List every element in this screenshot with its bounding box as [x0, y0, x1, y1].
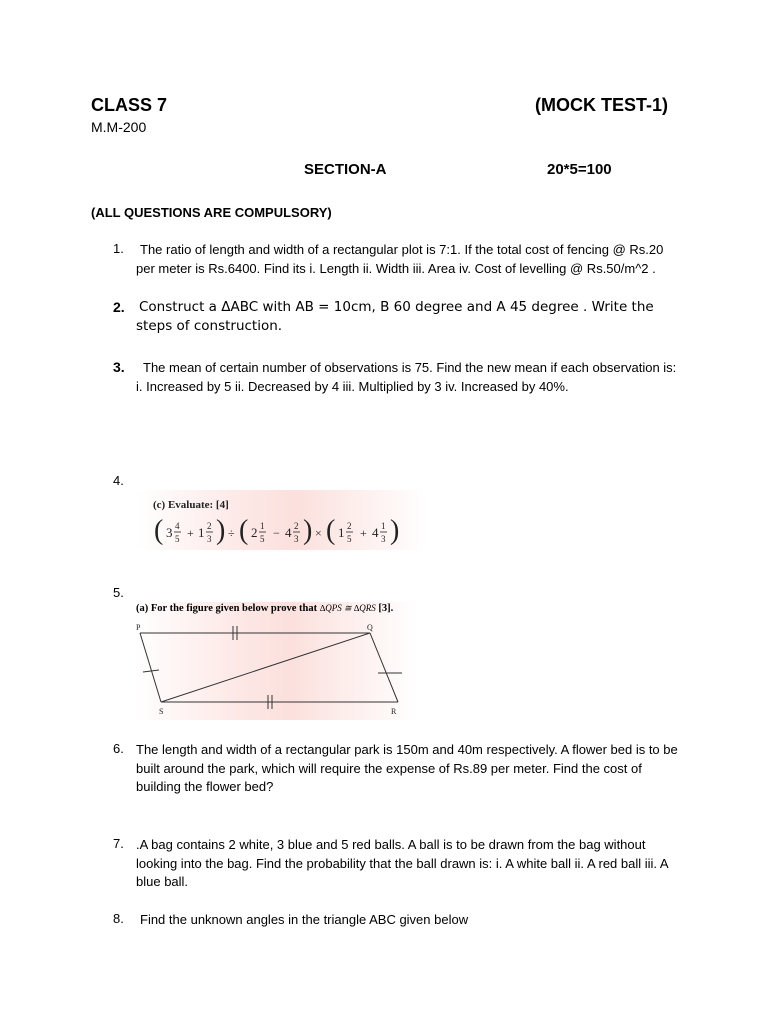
question-text: The ratio of length and width of a rectangular plot is 7:1. If the total cost of fencing @ Rs.20 per meter is Rs.6400. Find its i. Length ii. Width iii. Area iv. Cost of levelling @ Rs.50/m^2 .: [136, 242, 664, 276]
question-number: 5.: [113, 585, 124, 600]
class-label: CLASS 7: [91, 95, 168, 115]
figure-heading: (a) For the figure given below prove that ∆QPS ≅ ∆QRS [3].: [136, 603, 394, 614]
question-text: .A bag contains 2 white, 3 blue and 5 red balls. A ball is to be drawn from the bag without looking into the bag. Find the probability that the ball drawn is: i. A white ball ii. A red ball iii. A blue ball.: [136, 837, 668, 889]
mixed-whole: 4: [285, 525, 292, 540]
question-number: 2.: [113, 299, 125, 315]
question-text: The mean of certain number of observations is 75. Find the new mean if each observation is: i. Increased by 5 ii. Decreased by 4 iii. Multiplied by 3 iv. Increased by 40%.: [136, 360, 677, 394]
operator: −: [273, 526, 280, 540]
evaluate-expression: [136, 490, 428, 550]
frac-num: 2: [347, 521, 352, 531]
vertex-label-r: R: [391, 707, 397, 716]
side-sp: [140, 633, 161, 702]
diagonal-qs: [161, 633, 370, 702]
vertex-label-p: P: [136, 623, 141, 632]
paren-open: (: [154, 515, 164, 546]
frac-den: 5: [175, 534, 180, 544]
max-marks: M.M-200: [91, 119, 147, 135]
question-number: 7.: [113, 836, 124, 851]
mixed-whole: 4: [372, 525, 379, 540]
paren-close: ): [216, 515, 226, 546]
mixed-whole: 2: [251, 525, 258, 540]
instructions: (ALL QUESTIONS ARE COMPULSORY): [91, 205, 332, 220]
section-marks: 20*5=100: [547, 161, 612, 178]
question-number: 1.: [113, 241, 124, 256]
question-text: Construct a ΔABC with AB = 10cm, B 60 degree and A 45 degree . Write the steps of construction.: [136, 299, 654, 334]
mixed-whole: 3: [166, 525, 173, 540]
question-number: 3.: [113, 359, 125, 375]
paren-open: (: [239, 515, 249, 546]
frac-num: 2: [207, 521, 212, 531]
operator: ÷: [228, 526, 235, 540]
paren-close: ): [303, 515, 313, 546]
question-number: 8.: [113, 911, 124, 926]
frac-num: 2: [294, 521, 299, 531]
figure-heading: (c) Evaluate: [4]: [153, 499, 229, 511]
parallelogram-diagram: [134, 602, 418, 720]
frac-num: 4: [175, 521, 180, 531]
frac-num: 1: [381, 521, 386, 531]
parallelogram-figure: [134, 602, 418, 720]
question-number: 4.: [113, 473, 124, 488]
operator: +: [360, 526, 367, 540]
frac-den: 5: [347, 534, 352, 544]
mixed-whole: 1: [198, 525, 205, 540]
paren-open: (: [326, 515, 336, 546]
frac-den: 3: [294, 534, 299, 544]
test-label: (MOCK TEST-1): [535, 95, 668, 115]
question-text: The length and width of a rectangular park is 150m and 40m respectively. A flower bed is to be built around the park, which will require the expense of Rs.89 per meter. Find the cost of building the flower bed?: [136, 742, 678, 794]
paren-close: ): [390, 515, 400, 546]
vertex-label-s: S: [159, 707, 164, 716]
frac-den: 3: [381, 534, 386, 544]
side-qr: [370, 633, 398, 702]
vertex-label-q: Q: [367, 623, 373, 632]
operator: +: [187, 526, 194, 540]
frac-num: 1: [260, 521, 265, 531]
section-title: SECTION-A: [304, 161, 387, 178]
mixed-whole: 1: [338, 525, 345, 540]
evaluate-figure: [136, 490, 428, 550]
question-number: 6.: [113, 741, 124, 756]
operator: ×: [315, 526, 322, 540]
frac-den: 5: [260, 534, 265, 544]
frac-den: 3: [207, 534, 212, 544]
question-text: Find the unknown angles in the triangle ABC given below: [140, 912, 469, 927]
